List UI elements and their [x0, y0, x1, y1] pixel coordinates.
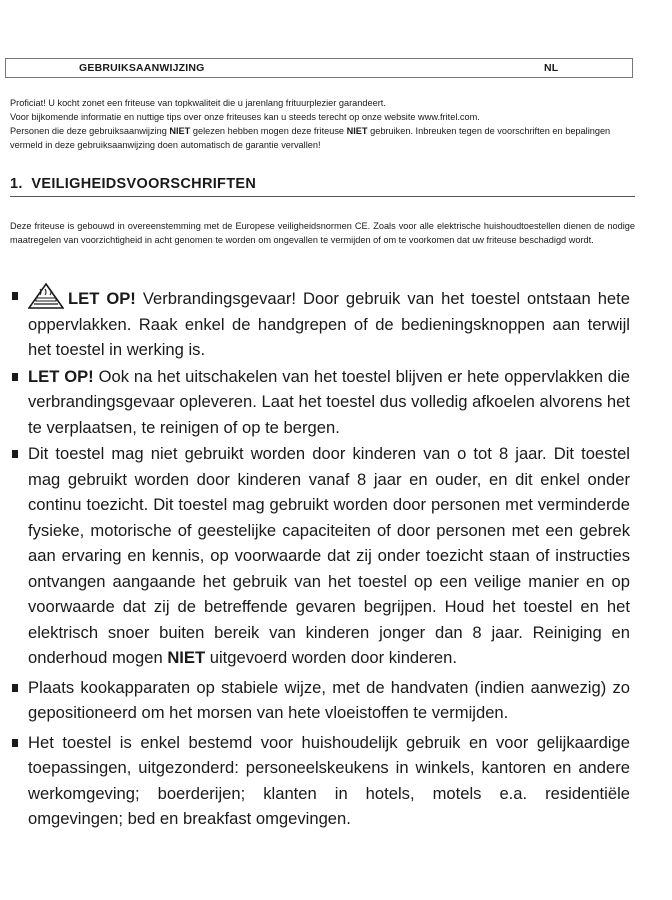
section-number: 1. [10, 176, 23, 192]
header-title: GEBRUIKSAANWIJZING [79, 62, 205, 74]
safety-list [12, 283, 630, 832]
intro-line: Voor bijkomende informatie en nuttige tips over onze friteuses kan u steeds terecht op onze website www.fritel.com. [10, 112, 480, 122]
bullet-icon [12, 684, 18, 692]
intro-text [10, 96, 635, 152]
header-language: NL [544, 62, 559, 74]
list-item: Het toestel is enkel bestemd voor huishoudelijk gebruik en voor gelijkaardige toepassingen, uitgezonderd: personeelskeukens in winkels, kantoren en andere werkomgeving; boerderijen; klanten in hotels, motels e.a. residentiële omgevingen; bed en breakfast omgevingen. [12, 730, 630, 832]
page-header [5, 58, 633, 78]
bullet-icon [12, 373, 18, 381]
list-item: Dit toestel mag niet gebruikt worden door kinderen van o tot 8 jaar. Dit toestel mag gebruikt worden door kinderen vanaf 8 jaar en ouder, en dit enkel onder continu toezicht. Dit toestel mag gebruikt worden door personen met verminderde fysieke, motorische of geestelijke capaciteiten of door personen met een gebrek aan ervaring en kennis, op voorwaarde dat zij onder toezicht staan of instructies ontvangen aangaande het gebruik van het toestel op een veilige manier en op voorwaarde dat zij de betreffende gevaren begrijpen. Houd het toestel en het elektrisch snoer buiten bereik van kinderen jonger dan 8 jaar. Reiniging en onderhoud mogen NIET uitgevoerd worden door kinderen. [12, 441, 630, 671]
list-item: Plaats kookapparaten op stabiele wijze, met de handvaten (indien aanwezig) zo gepositioneerd om het morsen van hete vloeistoffen te vermijden. [12, 675, 630, 726]
warning-lead: LET OP! [68, 289, 136, 308]
hot-surface-warning-icon [28, 283, 64, 309]
section-heading [10, 176, 635, 197]
bullet-icon [12, 450, 18, 458]
intro-line: Personen die deze gebruiksaanwijzing NIET gelezen hebben mogen deze friteuse NIET gebruiken. Inbreuken tegen de voorschriften en bepalingen vermeld in deze gebruiksaanwijzing doen automatisch de garantie vervallen! [10, 126, 611, 150]
intro-line: Proficiat! U kocht zonet een friteuse van topkwaliteit die u jarenlang frituurplezier garandeert. [10, 98, 386, 108]
section-title: VEILIGHEIDSVOORSCHRIFTEN [31, 176, 257, 192]
bullet-icon [12, 739, 18, 747]
bullet-icon [12, 292, 18, 300]
warning-lead: LET OP! [28, 366, 94, 386]
section-intro: Deze friteuse is gebouwd in overeenstemming met de Europese veiligheidsnormen CE. Zoals voor alle elektrische huishoudtoestellen dienen de nodige maatregelen van voorzichtigheid in acht genomen te worden om ongevallen te vermijden of om te voorkomen dat uw friteuse beschadigd wordt. [10, 221, 635, 245]
list-item: LET OP! Verbrandingsgevaar! Door gebruik van het toestel ontstaan hete oppervlakken. Raak enkel de handgrepen of de bedieningsknoppen aan terwijl het toestel in werking is. [12, 283, 630, 363]
list-item: LET OP! Ook na het uitschakelen van het toestel blijven er hete oppervlakken die verbrandingsgevaar opleveren. Laat het toestel dus volledig afkoelen alvorens het te verplaatsen, te reinigen of op te bergen. [12, 364, 630, 441]
